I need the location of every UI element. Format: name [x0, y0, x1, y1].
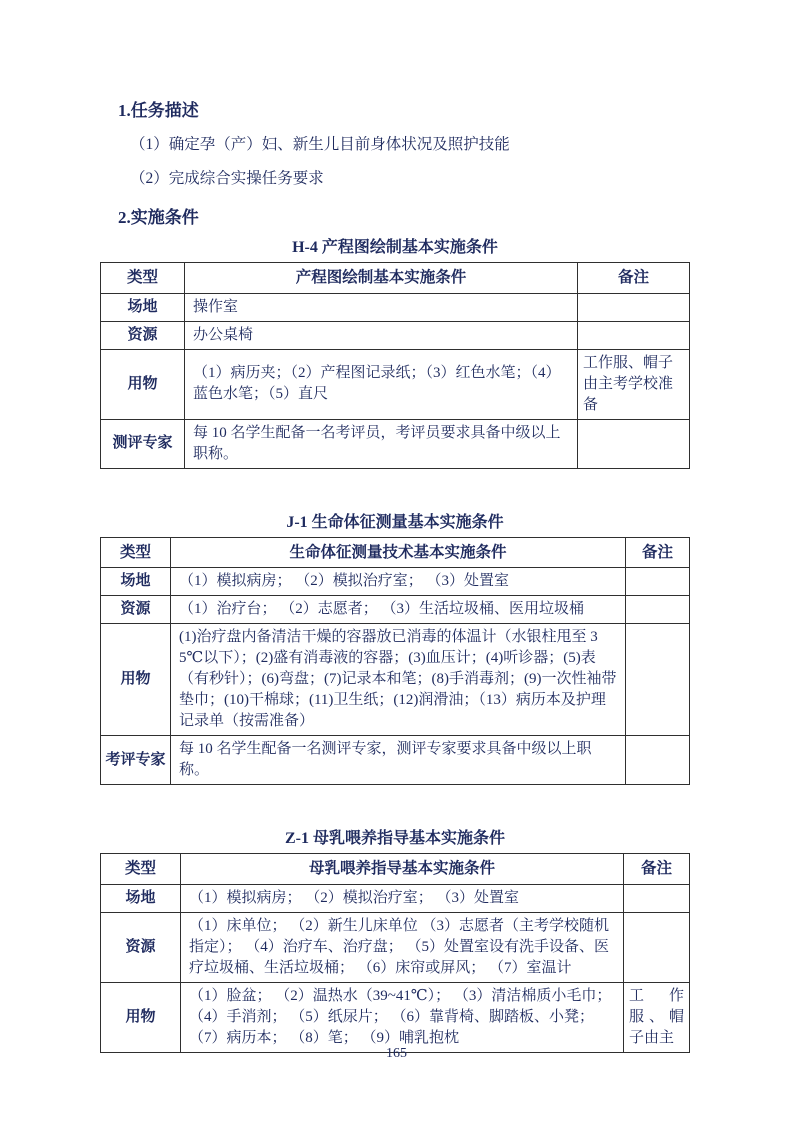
cell-content: （1）治疗台； （2）志愿者； （3）生活垃圾桶、医用垃圾桶: [171, 596, 626, 624]
table-row: [101, 568, 690, 596]
cell-note: 工作服、帽子由主考学校准备: [578, 349, 690, 419]
table-block-j1: [100, 509, 690, 786]
table-row: [101, 419, 690, 468]
cell-type: 场地: [101, 293, 185, 321]
header-content: 母乳喂养指导基本实施条件: [181, 854, 624, 885]
cell-note: 工作服、帽子由主: [624, 982, 690, 1052]
table-title-j1: J-1 生命体征测量基本实施条件: [286, 513, 504, 531]
cell-note: [626, 624, 690, 736]
table-row: [101, 982, 690, 1052]
header-type: 类型: [101, 262, 185, 293]
page-content: [100, 96, 690, 1093]
table-j1: [100, 537, 690, 786]
header-content: 生命体征测量技术基本实施条件: [171, 537, 626, 568]
cell-type: 场地: [101, 568, 171, 596]
cell-note: [626, 596, 690, 624]
table-z1: [100, 853, 690, 1053]
header-note: 备注: [624, 854, 690, 885]
cell-type: 用物: [101, 982, 181, 1052]
cell-type: 场地: [101, 884, 181, 912]
section-heading-conditions: 2.实施条件: [118, 207, 199, 227]
cell-type: 考评专家: [101, 736, 171, 785]
table-h4: [100, 262, 690, 469]
table-header-row: [101, 537, 690, 568]
table-block-h4: [100, 234, 690, 469]
header-type: 类型: [101, 537, 171, 568]
header-note: 备注: [578, 262, 690, 293]
header-note: 备注: [626, 537, 690, 568]
header-content: 产程图绘制基本实施条件: [185, 262, 578, 293]
table-header-row: [101, 262, 690, 293]
table-title-z1: Z-1 母乳喂养指导基本实施条件: [284, 830, 505, 848]
cell-note: [626, 568, 690, 596]
table-row: [101, 596, 690, 624]
cell-content: 每 10 名学生配备一名测评专家，测评专家要求具备中级以上职称。: [171, 736, 626, 785]
cell-note: [626, 736, 690, 785]
header-type: 类型: [101, 854, 181, 885]
table-row: [101, 293, 690, 321]
table-row: [101, 624, 690, 736]
table-row: [101, 736, 690, 785]
cell-content: 办公桌椅: [185, 321, 578, 349]
cell-type: 资源: [101, 596, 171, 624]
task-item-1: （1）确定孕（产）妇、新生儿目前身体状况及照护技能: [130, 136, 510, 153]
cell-note: [624, 884, 690, 912]
table-row: [101, 321, 690, 349]
section-heading-task: 1.任务描述: [118, 101, 199, 120]
cell-type: 用物: [101, 349, 185, 419]
cell-content: （1）病历夹；（2）产程图记录纸；（3）红色水笔；（4）蓝色水笔；（5）直尺: [185, 349, 578, 419]
cell-type: 测评专家: [101, 419, 185, 468]
table-row: [101, 884, 690, 912]
task-item-2: （2）完成综合实操任务要求: [130, 169, 324, 187]
cell-content: （1）脸盆； （2）温热水（39~41℃）； （3）清洁棉质小毛巾； （4）手消剂； （5）纸尿片； （6）靠背椅、脚踏板、小凳； （7）病历本； （8）笔； （9）哺乳抱枕: [181, 982, 624, 1052]
cell-content: 操作室: [185, 293, 578, 321]
page-number: 165: [386, 1046, 407, 1061]
cell-type: 资源: [101, 321, 185, 349]
cell-note: [578, 293, 690, 321]
cell-note: [578, 321, 690, 349]
cell-type: 资源: [101, 912, 181, 982]
table-title-h4: H-4 产程图绘制基本实施条件: [292, 238, 498, 256]
cell-note: [624, 912, 690, 982]
cell-content: （1）模拟病房； （2）模拟治疗室； （3）处置室: [171, 568, 626, 596]
table-block-z1: [100, 825, 690, 1053]
table-header-row: [101, 854, 690, 885]
cell-content: （1）模拟病房； （2）模拟治疗室； （3）处置室: [181, 884, 624, 912]
cell-content: （1）床单位； （2）新生儿床单位 （3）志愿者（主考学校随机指定）； （4）治疗车、治疗盘； （5）处置室设有洗手设备、医疗垃圾桶、生活垃圾桶； （6）床帘或屏风； （7）室温计: [181, 912, 624, 982]
cell-type: 用物: [101, 624, 171, 736]
cell-content: 每 10 名学生配备一名考评员，考评员要求具备中级以上职称。: [185, 419, 578, 468]
cell-note: [578, 419, 690, 468]
table-row: [101, 349, 690, 419]
table-row: [101, 912, 690, 982]
cell-content: (1)治疗盘内备清洁干燥的容器放已消毒的体温计（水银柱甩至 35℃以下）；(2)盛有消毒液的容器；(3)血压计；(4)听诊器；(5)表（有秒针）；(6)弯盘；(7)记录本和笔；(8)手消毒剂；(9)一次性袖带垫巾；(10)干棉球；(11)卫生纸；(12)润滑油；（13）病历本及护理记录单（按需准备）: [171, 624, 626, 736]
